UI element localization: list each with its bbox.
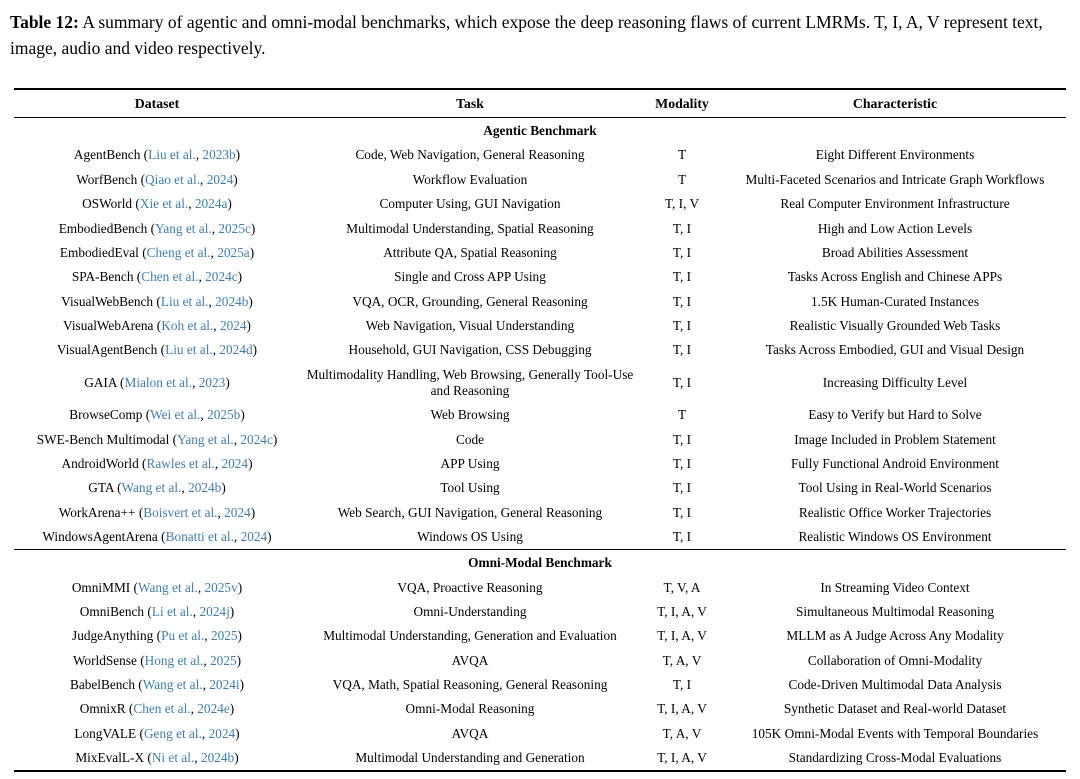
citation-year-link[interactable]: 2024b bbox=[200, 750, 235, 766]
task-cell: Multimodal Understanding, Generation and Evaluation bbox=[323, 628, 617, 644]
dataset-cell: GTA (Wang et al., 2024b) bbox=[88, 480, 226, 496]
citation-year-link[interactable]: 2024i bbox=[209, 677, 240, 693]
characteristic-cell: Real Computer Environment Infrastructure bbox=[780, 196, 1010, 212]
dataset-name: OSWorld bbox=[82, 196, 133, 212]
table-row bbox=[14, 673, 1066, 697]
characteristic-cell: High and Low Action Levels bbox=[817, 220, 973, 236]
dataset-name: LongVALE bbox=[74, 725, 137, 741]
citation-year-link[interactable]: 2024 bbox=[219, 318, 247, 333]
citation-year-link[interactable]: 2025 bbox=[210, 652, 237, 668]
table-body bbox=[14, 118, 1066, 772]
table-row bbox=[14, 600, 1066, 624]
table-row bbox=[14, 216, 1066, 240]
citation-link[interactable]: Liu et al. bbox=[165, 342, 213, 358]
citation-link[interactable]: Bonatti et al. bbox=[165, 529, 234, 544]
citation-year-link[interactable]: 2025 bbox=[210, 628, 238, 644]
dataset-name: AndroidWorld bbox=[61, 455, 139, 471]
task-cell: Omni-Understanding bbox=[413, 603, 527, 619]
table-row bbox=[14, 575, 1066, 599]
task-cell: AVQA bbox=[451, 725, 489, 741]
section-title: Agentic Benchmark bbox=[483, 122, 597, 138]
citation-link[interactable]: Wang et al. bbox=[137, 579, 198, 595]
table-row bbox=[14, 697, 1066, 721]
dataset-cell: MixEvalL-X (Ni et al., 2024b) bbox=[14, 746, 300, 771]
characteristic-cell: Tasks Across Embodied, GUI and Visual Design bbox=[765, 342, 1025, 358]
section-header-row bbox=[14, 118, 1066, 144]
citation-year-link[interactable]: 2025v bbox=[204, 579, 238, 595]
modality-cell: T, I bbox=[672, 455, 692, 471]
task-cell: Web Browsing bbox=[430, 407, 510, 423]
citation-year-link[interactable]: 2024c bbox=[205, 269, 238, 285]
characteristic-cell: Simultaneous Multimodal Reasoning bbox=[796, 603, 994, 619]
table-row bbox=[14, 338, 1066, 362]
task-cell: Workflow Evaluation bbox=[412, 171, 528, 187]
dataset-name: JudgeAnything bbox=[72, 628, 154, 644]
dataset-name: WorfBench bbox=[76, 171, 138, 187]
modality-cell: T bbox=[677, 171, 687, 187]
citation-link[interactable]: Chen et al. bbox=[133, 701, 191, 717]
dataset-cell: OmnixR (Chen et al., 2024e) bbox=[79, 701, 235, 717]
modality-cell: T, I bbox=[672, 342, 692, 358]
task-cell: VQA, OCR, Grounding, General Reasoning bbox=[352, 293, 588, 309]
table-container bbox=[14, 88, 1080, 772]
task-cell: Omni-Modal Reasoning bbox=[405, 701, 535, 717]
citation-link[interactable]: Chen et al. bbox=[141, 269, 199, 285]
table-row bbox=[14, 241, 1066, 265]
table-row bbox=[14, 289, 1066, 313]
dataset-cell: JudgeAnything (Pu et al., 2025) bbox=[72, 628, 242, 644]
characteristic-cell: Fully Functional Android Environment bbox=[791, 455, 999, 471]
dataset-cell: VisualWebArena (Koh et al., 2024) bbox=[63, 318, 251, 333]
citation-year-link[interactable]: 2024a bbox=[194, 196, 228, 212]
dataset-cell: VisualWebBench (Liu et al., 2024b) bbox=[61, 293, 253, 309]
modality-cell: T, I bbox=[672, 529, 692, 544]
modality-cell: T, I bbox=[672, 480, 692, 496]
citation-year-link[interactable]: 2025a bbox=[217, 244, 250, 260]
modality-cell: T, I bbox=[672, 244, 692, 260]
task-cell: AVQA bbox=[451, 652, 489, 668]
dataset-name: SPA-Bench bbox=[71, 269, 134, 285]
citation-year-link[interactable]: 2024c bbox=[240, 431, 273, 447]
task-cell: Multimodality Handling, Web Browsing, Generally Tool-Use and Reasoning bbox=[306, 366, 634, 398]
dataset-name: MixEvalL-X bbox=[75, 750, 145, 766]
dataset-cell: OmniMMI (Wang et al., 2025v) bbox=[71, 579, 243, 595]
characteristic-cell: Synthetic Dataset and Real-world Dataset bbox=[783, 701, 1007, 717]
dataset-name: BabelBench bbox=[69, 677, 135, 693]
dataset-cell: WorkArena++ (Boisvert et al., 2024) bbox=[58, 504, 256, 520]
characteristic-cell: Tasks Across English and Chinese APPs bbox=[787, 269, 1003, 285]
characteristic-cell: Broad Abilities Assessment bbox=[821, 244, 969, 260]
task-cell: Computer Using, GUI Navigation bbox=[379, 196, 561, 212]
citation-link[interactable]: Xie et al. bbox=[139, 196, 189, 212]
task-cell: Tool Using bbox=[440, 480, 500, 496]
dataset-name: BrowseComp bbox=[69, 407, 143, 423]
table-row bbox=[14, 427, 1066, 451]
dataset-name: EmbodiedBench bbox=[58, 220, 148, 236]
citation-link[interactable]: Pu et al. bbox=[161, 628, 205, 644]
table-row bbox=[14, 624, 1066, 648]
citation-link[interactable]: Wang et al. bbox=[121, 480, 182, 496]
citation-link[interactable]: Wei et al. bbox=[150, 407, 201, 423]
task-cell: APP Using bbox=[440, 455, 500, 471]
characteristic-cell: Tool Using in Real-World Scenarios bbox=[798, 480, 992, 496]
caption-text: A summary of agentic and omni-modal benchmarks, which expose the deep reasoning flaws of current LMRMs. T, I, A, V represent text, image, audio and video respectively. bbox=[10, 12, 1043, 58]
table-row bbox=[14, 143, 1066, 167]
header-row bbox=[14, 89, 1066, 118]
table-row bbox=[14, 500, 1066, 524]
caption-label: Table 12: bbox=[10, 12, 79, 32]
task-cell: Web Navigation, Visual Understanding bbox=[365, 318, 575, 333]
dataset-name: OmniMMI bbox=[71, 579, 131, 595]
characteristic-cell: MLLM as A Judge Across Any Modality bbox=[786, 628, 1004, 644]
table-row bbox=[14, 452, 1066, 476]
citation-link[interactable]: Geng et al. bbox=[143, 725, 202, 741]
dataset-cell: OSWorld (Xie et al., 2024a) bbox=[82, 196, 232, 212]
dataset-cell: GAIA (Mialon et al., 2023) bbox=[84, 374, 230, 390]
dataset-name: AgentBench bbox=[73, 147, 141, 163]
characteristic-cell: Eight Different Environments bbox=[815, 147, 975, 163]
citation-year-link[interactable]: 2024j bbox=[199, 603, 230, 619]
dataset-cell: OmniBench (Li et al., 2024j) bbox=[79, 603, 235, 619]
modality-cell: T, I bbox=[672, 431, 692, 447]
characteristic-cell: Multi-Faceted Scenarios and Intricate Graph Workflows bbox=[745, 171, 1045, 187]
citation-year-link[interactable]: 2024d bbox=[219, 342, 253, 358]
dataset-name: VisualWebArena bbox=[63, 318, 154, 333]
dataset-cell: WindowsAgentArena (Bonatti et al., 2024) bbox=[42, 529, 272, 544]
section-title: Omni-Modal Benchmark bbox=[14, 550, 1066, 576]
dataset-cell: WorldSense (Hong et al., 2025) bbox=[72, 652, 242, 668]
citation-link[interactable]: Hong et al. bbox=[144, 652, 204, 668]
dataset-name: VisualWebBench bbox=[61, 293, 154, 309]
characteristic-cell: Image Included in Problem Statement bbox=[794, 431, 996, 447]
modality-cell: T, I, V bbox=[664, 196, 700, 212]
table-row bbox=[14, 265, 1066, 289]
dataset-cell: WorfBench (Qiao et al., 2024) bbox=[76, 171, 238, 187]
citation-link[interactable]: Ni et al. bbox=[151, 750, 195, 766]
citation-year-link[interactable]: 2025b bbox=[207, 407, 241, 423]
task-cell: Attribute QA, Spatial Reasoning bbox=[383, 244, 557, 260]
table-row bbox=[14, 192, 1066, 216]
characteristic-cell: Realistic Visually Grounded Web Tasks bbox=[789, 318, 1001, 333]
dataset-cell: EmbodiedEval (Cheng et al., 2025a) bbox=[59, 244, 255, 260]
characteristic-cell: Code-Driven Multimodal Data Analysis bbox=[788, 677, 1002, 693]
table-row bbox=[14, 314, 1066, 338]
dataset-name: WorkArena++ bbox=[58, 504, 136, 520]
dataset-cell: VisualAgentBench (Liu et al., 2024d) bbox=[56, 342, 258, 358]
task-cell: Code bbox=[455, 431, 485, 447]
modality-cell: T, A, V bbox=[662, 652, 702, 668]
modality-cell: T, I, A, V bbox=[657, 701, 707, 717]
citation-link[interactable]: Yang et al. bbox=[177, 431, 234, 447]
citation-link[interactable]: Wang et al. bbox=[142, 677, 203, 693]
citation-link[interactable]: Liu et al. bbox=[160, 293, 209, 309]
table-row bbox=[14, 403, 1066, 427]
citation-year-link[interactable]: 2024 bbox=[208, 725, 236, 741]
task-cell: Windows OS Using bbox=[417, 529, 523, 544]
table-row bbox=[14, 649, 1066, 673]
modality-cell: T, I bbox=[672, 220, 692, 236]
characteristic-cell: Standardizing Cross-Modal Evaluations bbox=[724, 746, 1066, 771]
table-row bbox=[14, 525, 1066, 550]
citation-year-link[interactable]: 2025c bbox=[218, 220, 251, 236]
dataset-name: OmniBench bbox=[79, 603, 145, 619]
dataset-name: WorldSense bbox=[72, 652, 137, 668]
modality-cell: T, I bbox=[672, 677, 692, 693]
modality-cell: T bbox=[677, 407, 687, 423]
characteristic-cell: 1.5K Human-Curated Instances bbox=[810, 293, 979, 309]
dataset-name: GAIA bbox=[84, 374, 117, 390]
modality-cell: T, I bbox=[672, 293, 692, 309]
citation-year-link[interactable]: 2024b bbox=[188, 480, 222, 496]
citation-year-link[interactable]: 2024 bbox=[221, 455, 249, 471]
task-cell: Household, GUI Navigation, CSS Debugging bbox=[348, 342, 592, 358]
task-cell: VQA, Math, Spatial Reasoning, General Reasoning bbox=[332, 677, 608, 693]
citation-link[interactable]: Li et al. bbox=[151, 603, 193, 619]
modality-cell: T, I bbox=[672, 374, 692, 390]
dataset-name: VisualAgentBench bbox=[56, 342, 158, 358]
citation-link[interactable]: Koh et al. bbox=[161, 318, 214, 333]
task-cell: Code, Web Navigation, General Reasoning bbox=[355, 147, 585, 163]
section-header-row bbox=[14, 550, 1066, 576]
modality-cell: T, A, V bbox=[662, 725, 702, 741]
table-row bbox=[14, 363, 1066, 403]
dataset-name: SWE-Bench Multimodal bbox=[36, 431, 170, 447]
modality-cell: T, I bbox=[672, 269, 692, 285]
modality-cell: T bbox=[677, 147, 687, 163]
modality-cell: T, V, A bbox=[663, 579, 701, 595]
task-cell: Multimodal Understanding and Generation bbox=[300, 746, 640, 771]
dataset-cell: SPA-Bench (Chen et al., 2024c) bbox=[71, 269, 243, 285]
dataset-cell: EmbodiedBench (Yang et al., 2025c) bbox=[58, 220, 256, 236]
modality-cell: T, I, A, V bbox=[657, 603, 707, 619]
table-row bbox=[14, 746, 1066, 771]
dataset-cell: SWE-Bench Multimodal (Yang et al., 2024c) bbox=[36, 431, 278, 447]
characteristic-cell: In Streaming Video Context bbox=[820, 579, 970, 595]
citation-year-link[interactable]: 2024b bbox=[215, 293, 249, 309]
citation-year-link[interactable]: 2024 bbox=[206, 171, 234, 187]
dataset-cell: LongVALE (Geng et al., 2024) bbox=[74, 725, 240, 741]
characteristic-cell: Increasing Difficulty Level bbox=[822, 374, 968, 390]
citation-link[interactable]: Mialon et al. bbox=[124, 374, 193, 390]
table-row bbox=[14, 476, 1066, 500]
modality-cell: T, I bbox=[672, 504, 692, 520]
citation-link[interactable]: Boisvert et al. bbox=[143, 504, 218, 520]
characteristic-cell: Easy to Verify but Hard to Solve bbox=[808, 407, 982, 423]
column-header-task: Task bbox=[300, 89, 640, 118]
characteristic-cell: Collaboration of Omni-Modality bbox=[807, 652, 983, 668]
characteristic-cell: Realistic Office Worker Trajectories bbox=[798, 504, 992, 520]
dataset-cell: BrowseComp (Wei et al., 2025b) bbox=[69, 407, 245, 423]
dataset-name: OmnixR bbox=[79, 701, 126, 717]
table-caption bbox=[10, 9, 1070, 61]
citation-year-link[interactable]: 2023b bbox=[202, 147, 236, 163]
table-row bbox=[14, 722, 1066, 746]
characteristic-cell: Realistic Windows OS Environment bbox=[798, 529, 992, 544]
dataset-name: WindowsAgentArena bbox=[42, 529, 158, 544]
citation-link[interactable]: Yang et al. bbox=[155, 220, 212, 236]
citation-year-link[interactable]: 2024 bbox=[240, 529, 268, 544]
citation-link[interactable]: Liu et al. bbox=[148, 147, 196, 163]
modality-cell: T, I, A, V bbox=[640, 746, 724, 771]
task-cell: VQA, Proactive Reasoning bbox=[397, 579, 543, 595]
dataset-name: GTA bbox=[88, 480, 114, 496]
modality-cell: T, I, A, V bbox=[657, 628, 707, 644]
column-header-dataset: Dataset bbox=[14, 89, 300, 118]
modality-cell: T, I bbox=[672, 318, 692, 333]
dataset-cell: AgentBench (Liu et al., 2023b) bbox=[73, 147, 241, 163]
citation-year-link[interactable]: 2023 bbox=[198, 374, 226, 390]
column-header-characteristic: Characteristic bbox=[724, 89, 1066, 118]
column-header-modality: Modality bbox=[640, 89, 724, 118]
citation-year-link[interactable]: 2024e bbox=[197, 701, 230, 717]
benchmark-table bbox=[14, 88, 1066, 772]
citation-link[interactable]: Cheng et al. bbox=[146, 244, 211, 260]
task-cell: Web Search, GUI Navigation, General Reasoning bbox=[337, 504, 603, 520]
dataset-cell: BabelBench (Wang et al., 2024i) bbox=[69, 677, 244, 693]
dataset-cell: AndroidWorld (Rawles et al., 2024) bbox=[61, 455, 253, 471]
citation-link[interactable]: Qiao et al. bbox=[145, 171, 201, 187]
task-cell: Multimodal Understanding, Spatial Reasoning bbox=[346, 220, 594, 236]
citation-link[interactable]: Rawles et al. bbox=[146, 455, 215, 471]
task-cell: Single and Cross APP Using bbox=[394, 269, 546, 285]
dataset-name: EmbodiedEval bbox=[59, 244, 139, 260]
characteristic-cell: 105K Omni-Modal Events with Temporal Boundaries bbox=[751, 725, 1039, 741]
table-row bbox=[14, 168, 1066, 192]
citation-year-link[interactable]: 2024 bbox=[224, 504, 251, 520]
